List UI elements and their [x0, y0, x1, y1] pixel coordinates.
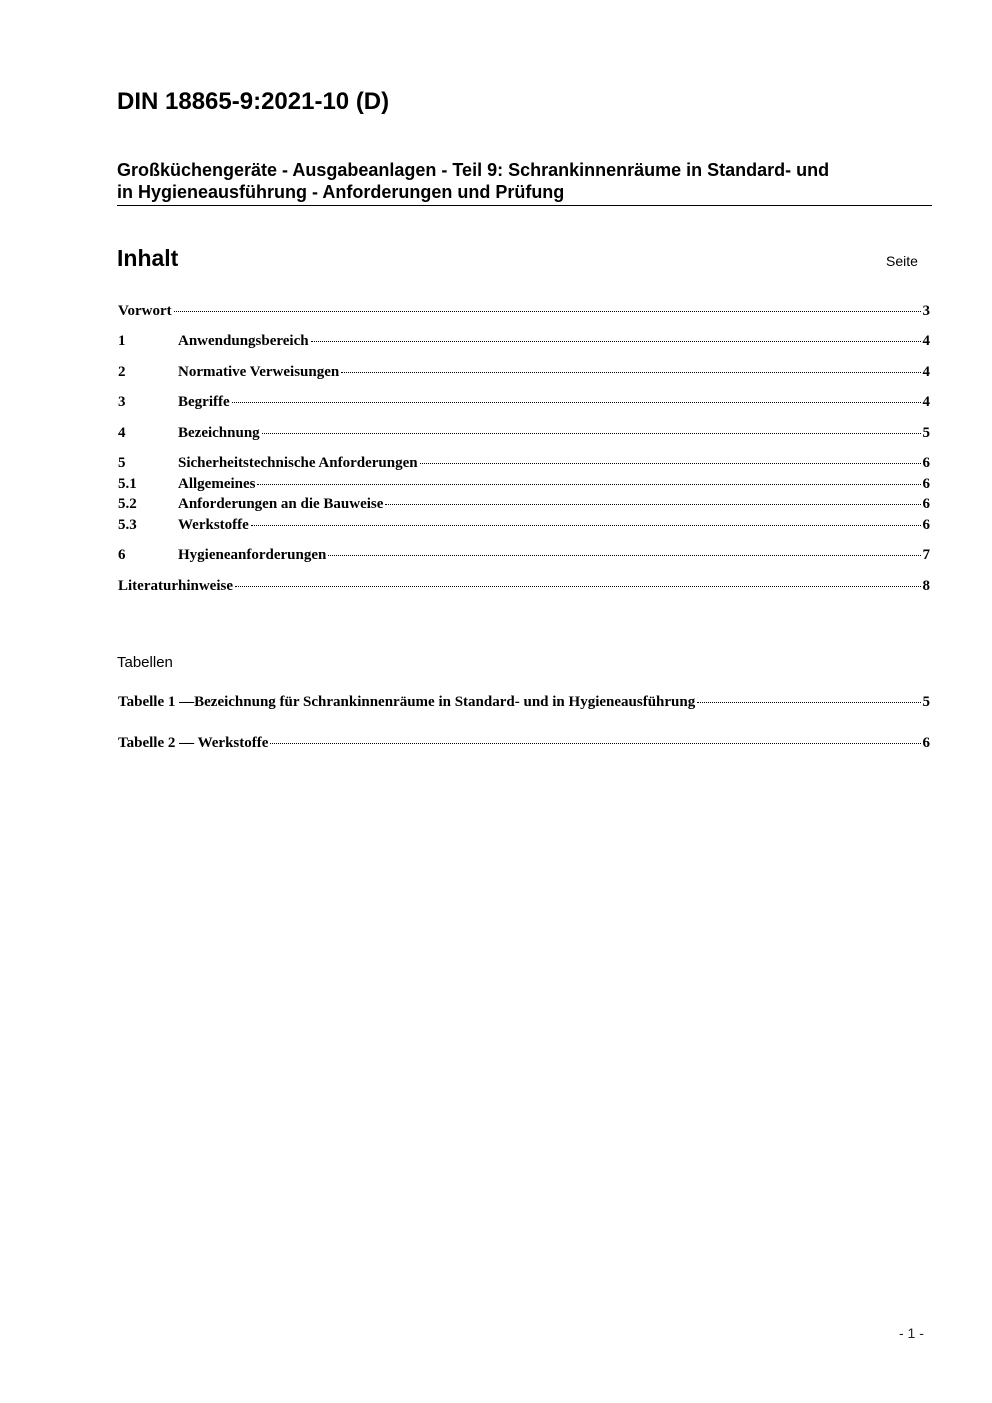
toc-leader-dots [257, 483, 920, 485]
toc-entry-label: Anforderungen an die Bauweise [178, 496, 384, 512]
toc-leader-dots [174, 310, 921, 312]
toc-entry-3[interactable] [118, 394, 930, 414]
toc-leader-dots [420, 462, 921, 464]
table-entry-label: Tabelle 2 — Werkstoffe [118, 735, 269, 751]
toc-heading: Inhalt [117, 245, 179, 271]
toc-entry-page: 6 [922, 455, 930, 471]
toc-entry-label: Hygieneanforderungen [178, 547, 327, 563]
toc-leader-dots [262, 432, 921, 434]
toc-entry-label: Sicherheitstechnische Anforderungen [178, 455, 418, 471]
toc-leader-dots [328, 554, 920, 556]
toc-entry-page: 4 [922, 394, 930, 410]
toc-leader-dots [270, 742, 920, 744]
toc-entry-page: 6 [922, 476, 930, 492]
toc-leader-dots [311, 340, 921, 342]
toc-entry-page: 4 [922, 333, 930, 349]
toc-entry-literaturhinweise[interactable] [118, 578, 930, 598]
toc-entry-number: 2 [118, 364, 126, 380]
toc-entry-number: 6 [118, 547, 126, 563]
toc-entry-number: 5 [118, 455, 126, 471]
toc-entry-label: Allgemeines [178, 476, 256, 492]
toc-entry-label: Normative Verweisungen [178, 364, 340, 380]
document-title-line-2: in Hygieneausführung - Anforderungen und Prüfung [117, 182, 565, 202]
document-title-line-1: Großküchengeräte - Ausgabeanlagen - Teil 9: Schrankinnenräume in Standard- und [117, 160, 830, 180]
toc-entry-page: 8 [922, 578, 930, 594]
toc-entry-label: Literaturhinweise [118, 578, 233, 594]
toc-entry-5-1[interactable] [118, 476, 930, 496]
toc-entry-page: 6 [922, 496, 930, 512]
toc-leader-dots [341, 371, 920, 373]
toc-entry-page: 3 [922, 303, 930, 319]
toc-entry-number: 4 [118, 425, 126, 441]
toc-entry-number: 1 [118, 333, 126, 349]
toc-entry-page: 7 [922, 547, 930, 563]
toc-entry-number: 5.1 [118, 476, 137, 492]
page-number: - 1 - [899, 1325, 924, 1341]
toc-entry-5-2[interactable] [118, 496, 930, 516]
table-entry-page: 5 [922, 694, 930, 710]
toc-entry-number: 5.3 [118, 517, 137, 533]
toc-leader-dots [235, 585, 921, 587]
toc-entry-page: 4 [922, 364, 930, 380]
table-entry-page: 6 [922, 735, 930, 751]
toc-entry-label: Bezeichnung [178, 425, 260, 441]
toc-page-label: Seite [886, 253, 918, 269]
toc-leader-dots [251, 524, 921, 526]
toc-entry-number: 5.2 [118, 496, 137, 512]
toc-entry-2[interactable] [118, 364, 930, 384]
toc-entry-page: 5 [922, 425, 930, 441]
toc-entry-page: 6 [922, 517, 930, 533]
table-entry-label: Tabelle 1 —Bezeichnung für Schrankinnenräume in Standard- und in Hygieneausführung [118, 694, 696, 710]
toc-entry-label: Vorwort [118, 303, 172, 319]
toc-entry-5-3[interactable] [118, 517, 930, 537]
toc-entry-1[interactable] [118, 333, 930, 353]
toc-entry-number: 3 [118, 394, 126, 410]
toc-entry-4[interactable] [118, 425, 930, 445]
toc-entry-label: Begriffe [178, 394, 230, 410]
toc-entry-label: Werkstoffe [178, 517, 249, 533]
toc-leader-dots [697, 701, 920, 703]
table-entry-1[interactable] [118, 694, 930, 714]
tables-heading: Tabellen [117, 654, 173, 671]
toc-entry-5[interactable] [118, 455, 930, 475]
table-entry-2[interactable] [118, 735, 930, 755]
toc-entry-vorwort[interactable] [118, 303, 930, 323]
toc-leader-dots [232, 401, 921, 403]
document-title [117, 159, 932, 206]
toc-leader-dots [385, 503, 920, 505]
document-id: DIN 18865-9:2021-10 (D) [117, 88, 390, 115]
toc-entry-label: Anwendungsbereich [178, 333, 309, 349]
toc-entry-6[interactable] [118, 547, 930, 567]
